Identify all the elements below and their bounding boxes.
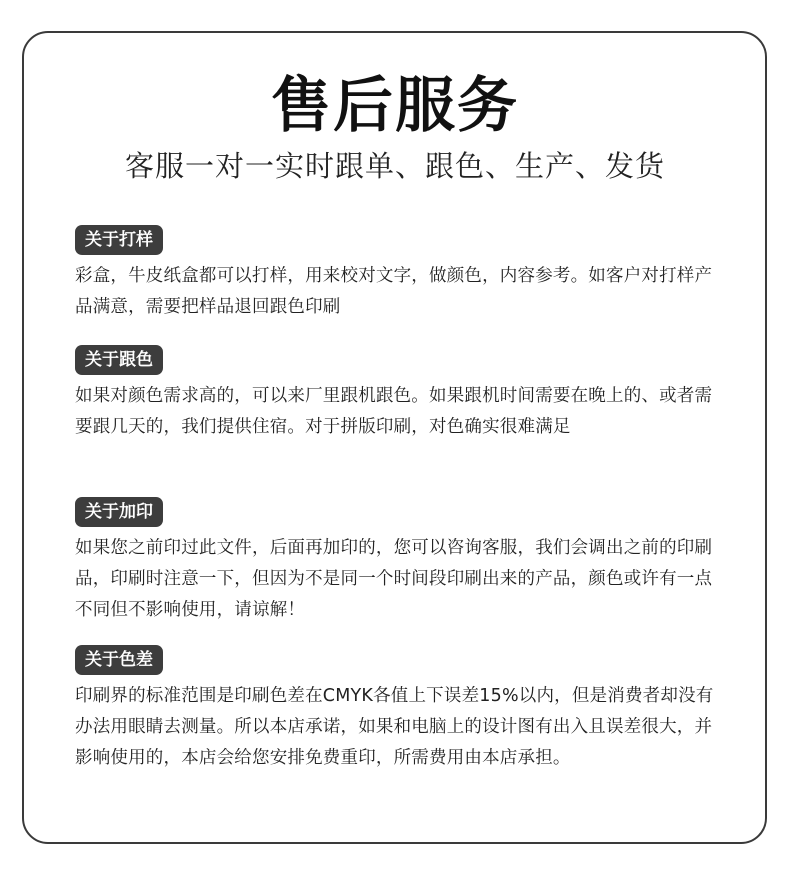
- section-tag: 关于色差: [75, 645, 163, 675]
- section-tag: 关于跟色: [75, 345, 163, 375]
- section-text: 印刷界的标准范围是印刷色差在CMYK各值上下误差15%以内，但是消费者却没有办法用眼睛去测量。所以本店承诺，如果和电脑上的设计图有出入且误差很大，并影响使用的，本店会给您安排免费重印，所需费用由本店承担。: [75, 686, 714, 768]
- page-title: 售后服务: [271, 71, 519, 141]
- page-subtitle: 客服一对一实时跟单、跟色、生产、发货: [124, 149, 665, 183]
- section-color-matching: [75, 345, 725, 443]
- section-tag: 关于打样: [75, 225, 163, 255]
- section-text: 彩盒，牛皮纸盒都可以打样，用来校对文字，做颜色，内容参考。如客户对打样产品满意，需要把样品退回跟色印刷: [75, 266, 713, 317]
- section-reprint: [75, 497, 725, 626]
- section-text: 如果对颜色需求高的，可以来厂里跟机跟色。如果跟机时间需要在晚上的、或者需要跟几天的，我们提供住宿。对于拼版印刷，对色确实很难满足: [75, 386, 713, 437]
- section-tag: 关于加印: [75, 497, 163, 527]
- section-color-difference: [75, 645, 725, 774]
- section-text: 如果您之前印过此文件，后面再加印的，您可以咨询客服，我们会调出之前的印刷品，印刷时注意一下，但因为不是同一个时间段印刷出来的产品，颜色或许有一点不同但不影响使用，请谅解！: [75, 538, 713, 620]
- section-sample: [75, 225, 725, 323]
